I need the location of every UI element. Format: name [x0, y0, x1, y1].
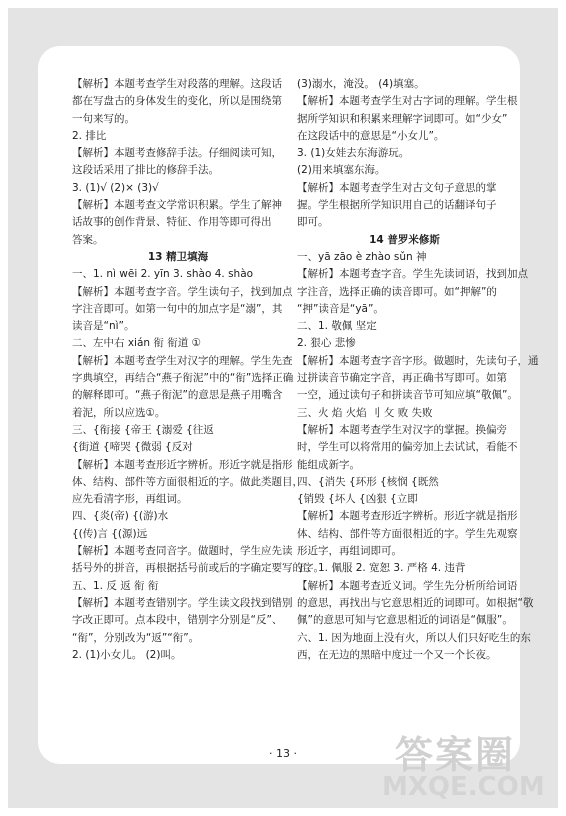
answer-line: 2. 狠心 悲惨	[297, 337, 356, 350]
answer-line: 话故事的创作背景、特征、作用等即可得出	[72, 216, 272, 229]
answer-line: 四、{消失 {环形 {核悯 {既然	[297, 475, 439, 488]
answer-line: 应先看清字形，再组词。	[72, 493, 188, 506]
answer-line: 一、yā zāo è zhào sǔn 神	[297, 250, 427, 263]
answer-line: 这段话采用了排比的修辞手法。	[72, 164, 219, 177]
answer-line: 字注音，选择正确的读音即可。如“押解”的	[297, 285, 497, 298]
answer-line: 2. (1)小女儿。 (2)叫。	[72, 648, 182, 661]
answer-line: 三、{衔接 {帝王 {溺爱 {往返	[72, 423, 214, 436]
answer-line: 2. 排比	[72, 129, 107, 142]
answer-line: 【解析】本题考查错别字。学生读文段找到错别	[72, 596, 293, 609]
answer-line: (3)溺水，淹没。 (4)填塞。	[297, 78, 425, 90]
answer-line: 握。学生根据所学知识用自己的话翻译句子	[297, 199, 497, 212]
lesson-title: 13 精卫填海	[147, 250, 209, 263]
answer-line: 四、{炎(帝) {(游)水	[72, 510, 169, 523]
answer-line: 即可。	[297, 216, 329, 229]
answer-line: “押”读音是“yā”。	[297, 302, 384, 315]
answer-line: 【解析】本题考查学生对古文句子意思的掌	[297, 181, 497, 194]
answer-line: 【解析】本题考查学生对古字词的理解。学生根	[297, 95, 518, 108]
left-column	[72, 76, 324, 664]
answer-line: 五、1. 反 返 衔 衔	[72, 579, 159, 592]
answer-line: 【解析】本题考查学生对段落的理解。这段话	[72, 78, 282, 90]
watermark-url: MXQE.COM	[382, 772, 545, 802]
answer-line: 【解析】本题考查形近字辨析。形近字就是指形	[297, 510, 518, 523]
answer-line: 【解析】本题考查文学常识积累。学生了解神	[72, 199, 282, 212]
answer-line: 据所学知识和积累来理解字词即可。如“少女”	[297, 112, 508, 125]
answer-line: 二、左中右 xián 衔 衔道 ①	[72, 337, 201, 350]
watermark-logo: 答案圈	[395, 733, 516, 777]
answer-line: 体、结构、部件等方面很相近的字。学生先观察	[297, 527, 518, 540]
answer-line: 佩”的意思可知与它意思相近的词语是“佩服”。	[297, 614, 513, 627]
answer-line: 一空，通过读句子和拼读音节可知应填“敬佩”。	[297, 389, 518, 402]
right-column	[297, 76, 539, 664]
answer-line: (2)用来填塞东海。	[297, 164, 386, 177]
answer-line: 时，学生可以将常用的偏旁加上去试试，看能不	[297, 441, 518, 454]
lesson-title: 14 普罗米修斯	[369, 233, 440, 246]
answer-line: 【解析】本题考查同音字。做题时，学生应先读	[72, 545, 293, 558]
answer-line: 字注音即可。如第一句中的加点字是“溺”，其	[72, 302, 283, 315]
answer-line: 五、1. 佩服 2. 宽恕 3. 严格 4. 违背	[297, 562, 466, 575]
answer-line: 三、火 焰 火焰 刂 攵 败 失败	[297, 406, 433, 419]
page-number: · 13 ·	[269, 747, 297, 760]
answer-line: 【解析】本题考查学生对汉字的理解。学生先查	[72, 354, 293, 367]
answer-line: 二、1. 敬佩 坚定	[297, 320, 377, 333]
answer-line: 答案。	[72, 233, 104, 246]
answer-line: 字典填空，再结合“燕子衔泥”中的“衔”选择正确	[72, 372, 294, 385]
answer-line: 3. (1)√ (2)× (3)√	[72, 181, 159, 194]
answer-line: “衔”，分别改为“返”“衔”。	[72, 631, 200, 644]
answer-line: {销毁 {坏人 {凶狠 {立即	[297, 493, 418, 506]
answer-line: 括号外的拼音，再根据括号前或后的字确定要写的字。	[72, 562, 324, 575]
answer-line: 着泥，所以应选①。	[72, 406, 166, 419]
answer-line: 【解析】本题考查字音。学生先读词语，找到加点	[297, 268, 528, 281]
answer-line: 能组成新字。	[297, 458, 360, 471]
answer-line: 体、结构、部件等方面很相近的字。做此类题目，	[72, 475, 303, 488]
answer-line: {街道 {啼哭 {微弱 {反对	[72, 441, 193, 454]
answer-line: 都在写盘古的身体发生的变化，所以是围绕第	[72, 95, 282, 108]
answer-line: 一句来写的。	[72, 112, 135, 125]
answer-line: 六、1. 因为地面上没有火，所以人们只好吃生的东	[297, 631, 531, 644]
answer-line: 西，在无边的黑暗中度过一个又一个长夜。	[297, 648, 497, 661]
answer-line: 在这段话中的意思是“小女儿”。	[297, 129, 445, 142]
answer-line: 3. (1)女娃去东海游玩。	[297, 147, 410, 160]
answer-line: 【解析】本题考查修辞手法。仔细阅读可知，	[72, 147, 282, 160]
answer-line: {(传)言 {(源)远	[72, 527, 148, 540]
answer-line: 过拼读音节确定字音，再正确书写即可。如第	[297, 372, 507, 385]
answer-line: 的解释即可。“燕子衔泥”的意思是燕子用嘴含	[72, 389, 283, 402]
answer-line: 形近字，再组词即可。	[297, 545, 402, 558]
answer-line: 一、1. nì wēi 2. yīn 3. shào 4. shào	[72, 268, 254, 281]
answer-line: 【解析】本题考查学生对汉字的掌握。换偏旁	[297, 423, 507, 436]
answer-line: 的意思，再找出与它意思相近的词即可。如根据“敬	[297, 596, 534, 609]
answer-line: 字改正即可。点本段中，错别字分别是“反”、	[72, 614, 283, 627]
answer-line: 读音是“nì”。	[72, 320, 135, 333]
answer-line: 【解析】本题考查近义词。学生先分析所给词语	[297, 579, 518, 592]
answer-line: 【解析】本题考查字音字形。做题时，先读句子，通	[297, 354, 539, 367]
answer-line: 【解析】本题考查字音。学生读句子，找到加点	[72, 285, 293, 298]
answer-line: 【解析】本题考查形近字辨析。形近字就是指形	[72, 458, 293, 471]
